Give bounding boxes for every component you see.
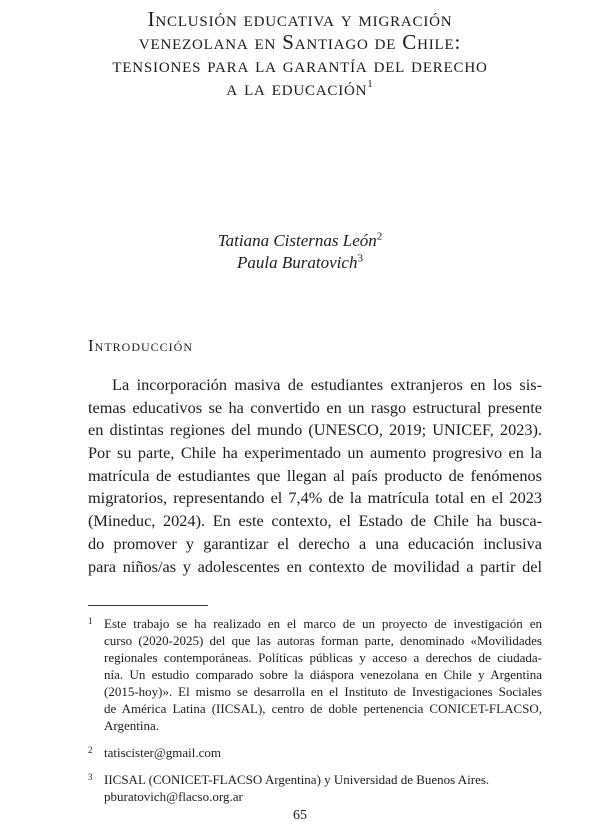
footnote-line: curso (2020-2025) del que las autoras forman parte, denominado «Movilidades: [104, 633, 542, 648]
footnote-line: IICSAL (CONICET-FLACSO Argentina) y Universidad de Buenos Aires.: [104, 772, 490, 787]
author-name-text: Paula Buratovich: [237, 253, 358, 272]
chapter-title-line: venezolana en Santiago de Chile:: [138, 30, 462, 54]
footnote: [88, 771, 542, 805]
footnote-line: (2015-hoy)». El mismo se desarrolla en el Instituto de Investigaciones Sociales: [104, 684, 542, 699]
body-paragraph: [88, 374, 542, 578]
author-name: [0, 252, 600, 274]
body-line: para niños/as y adolescentes en contexto de movilidad a partir del: [88, 556, 542, 576]
footnote-number: 2: [88, 745, 93, 755]
section-heading: Introducción: [88, 336, 193, 355]
footnote-line: de América Latina (IICSAL), centro de doble pertenencia CONICET-FLACSO,: [104, 701, 542, 716]
body-line: do promover y garantizar el derecho a una educación inclusiva: [88, 533, 542, 553]
chapter-title-line: tensiones para la garantía del derecho: [112, 53, 488, 77]
footnote: [88, 615, 542, 734]
body-line: migratorios, representando el 7,4% de la matrícula total en el 2023: [88, 488, 542, 508]
footnote-number: 3: [88, 772, 93, 782]
chapter-title-line: [60, 77, 540, 100]
author-list: [0, 230, 600, 274]
chapter-title: [60, 8, 540, 100]
author-name-text: Tatiana Cisternas León: [217, 231, 377, 250]
page-number: 65: [293, 808, 307, 823]
footnotes: [88, 615, 542, 815]
footnote-email-link[interactable]: pburatovich@flacso.org.ar: [104, 789, 243, 804]
title-footnote-marker[interactable]: 1: [367, 78, 374, 90]
footnote-separator: [88, 605, 208, 606]
footnote-email-link[interactable]: tatiscister@gmail.com: [104, 745, 222, 760]
body-line: (Mineduc, 2024). En este contexto, el Estado de Chile ha busca-: [88, 511, 542, 531]
body-line: en distintas regiones del mundo (UNESCO, 2019; UNICEF, 2023).: [88, 420, 542, 440]
author-name: [0, 230, 600, 252]
author-footnote-marker[interactable]: 2: [376, 230, 383, 243]
chapter-title-line-text: a la educación: [226, 76, 368, 100]
footnote-line: Este trabajo se ha realizado en el marco de un proyecto de investigación en: [104, 616, 542, 631]
footnote-number: 1: [88, 616, 93, 626]
body-line: matrícula de estudiantes que llegan al país producto de fenómenos: [88, 465, 542, 485]
footnote-line: Argentina.: [104, 718, 159, 733]
body-line: temas educativos se ha convertido en un rasgo estructural presente: [88, 397, 542, 417]
footnote-line: regionales contemporáneas. Políticas públicas y acceso a derechos de ciudada-: [104, 650, 542, 665]
footnote: [88, 744, 542, 761]
body-line: Por su parte, Chile ha experimentado un aumento progresivo en la: [88, 443, 542, 463]
footnote-line: nía. Un estudio comparado sobre la diáspora venezolana en Chile y Argentina: [104, 667, 542, 682]
author-footnote-marker[interactable]: 3: [357, 252, 363, 265]
body-line: La incorporación masiva de estudiantes extranjeros en los sis-: [112, 375, 542, 394]
chapter-title-line: Inclusión educativa y migración: [147, 7, 453, 31]
